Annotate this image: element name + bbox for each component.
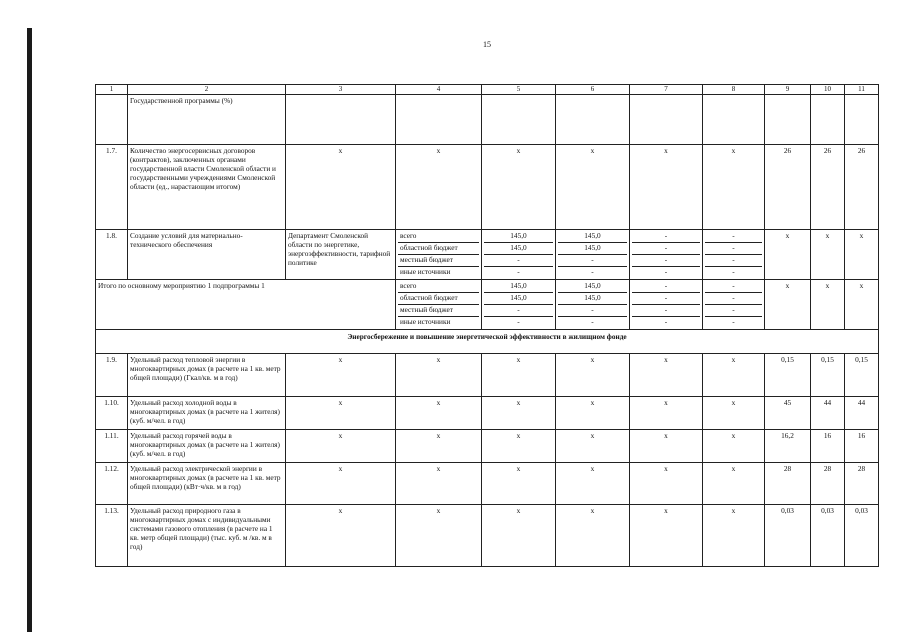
row-name: Удельный расход холодной воды в многоквартирных домах (в расчете на 1 жителя) (куб. м/чел. в год) — [128, 396, 286, 429]
budget-value: - — [705, 293, 762, 305]
budget-value: - — [517, 266, 520, 276]
cell — [482, 94, 556, 144]
budget-values-c6 — [556, 279, 630, 329]
cell: х — [703, 504, 765, 566]
cell: х — [396, 144, 482, 229]
cell: х — [630, 462, 703, 504]
row-name: Удельный расход горячей воды в многоквартирных домах (в расчете на 1 жителя) (куб. м/чел. в год) — [128, 429, 286, 462]
cell: х — [765, 229, 811, 279]
column-header: 2 — [128, 85, 286, 95]
row-number: 1.9. — [96, 353, 128, 396]
budget-values-c8 — [703, 279, 765, 329]
table-row — [96, 429, 879, 462]
cell: х — [556, 396, 630, 429]
cell: х — [556, 504, 630, 566]
budget-value: - — [664, 316, 668, 326]
budget-value: 145,0 — [484, 231, 553, 243]
row-name: Удельный расход тепловой энергии в многоквартирных домах (в расчете на 1 кв. метр общей площади) (Гкал/кв. м в год) — [128, 353, 286, 396]
cell: х — [556, 144, 630, 229]
cell: х — [286, 429, 396, 462]
cell — [765, 94, 811, 144]
budget-value: 145,0 — [558, 231, 627, 243]
cell: х — [396, 353, 482, 396]
cell: х — [630, 353, 703, 396]
cell: х — [396, 396, 482, 429]
row-number: 1.8. — [96, 229, 128, 279]
budget-value: - — [705, 231, 762, 243]
cell: 28 — [811, 462, 845, 504]
cell: х — [286, 144, 396, 229]
cell: 0,15 — [845, 353, 879, 396]
cell: 44 — [845, 396, 879, 429]
row-number: 1.13. — [96, 504, 128, 566]
cell: х — [556, 353, 630, 396]
row-number: 1.12. — [96, 462, 128, 504]
column-header: 8 — [703, 85, 765, 95]
cell: х — [630, 504, 703, 566]
budget-value: 145,0 — [484, 293, 553, 305]
total-label: Итого по основному мероприятию 1 подпрограммы 1 — [96, 279, 396, 329]
table-row — [96, 462, 879, 504]
scan-edge-bar — [27, 28, 32, 632]
page-number: 15 — [483, 40, 491, 49]
budget-value: - — [732, 316, 735, 326]
budget-value: - — [632, 305, 700, 317]
budget-label: местный бюджет — [398, 255, 479, 267]
section-title: Энергосбережение и повышение энергетической эффективности в жилищном фонде — [96, 329, 879, 353]
budget-label: всего — [398, 281, 479, 293]
cell: х — [630, 144, 703, 229]
column-header: 4 — [396, 85, 482, 95]
cell: х — [286, 462, 396, 504]
budget-values-c6 — [556, 229, 630, 279]
cell: х — [703, 429, 765, 462]
cell: х — [765, 279, 811, 329]
program-table — [95, 84, 879, 567]
budget-label: всего — [398, 231, 479, 243]
budget-values-c7 — [630, 279, 703, 329]
cell: х — [482, 462, 556, 504]
cell: 44 — [811, 396, 845, 429]
cell: х — [286, 353, 396, 396]
budget-value: - — [558, 305, 627, 317]
cell: х — [286, 504, 396, 566]
cell: х — [630, 429, 703, 462]
cell: х — [396, 504, 482, 566]
budget-value: - — [664, 266, 668, 276]
cell: 45 — [765, 396, 811, 429]
cell: 28 — [845, 462, 879, 504]
table-row — [96, 229, 879, 279]
budget-value: - — [705, 255, 762, 267]
cell: 0,15 — [765, 353, 811, 396]
budget-value: - — [705, 305, 762, 317]
budget-values-c5 — [482, 229, 556, 279]
cell: х — [556, 429, 630, 462]
budget-value: - — [484, 255, 553, 267]
cell — [286, 94, 396, 144]
cell: х — [286, 396, 396, 429]
cell: х — [482, 144, 556, 229]
column-number-row — [96, 85, 879, 95]
cell — [630, 94, 703, 144]
budget-labels — [396, 229, 482, 279]
cell: х — [396, 429, 482, 462]
row-number: 1.10. — [96, 396, 128, 429]
section-row — [96, 329, 879, 353]
cell: х — [396, 462, 482, 504]
cell: х — [482, 396, 556, 429]
row-number — [96, 94, 128, 144]
cell: х — [482, 353, 556, 396]
cell: х — [630, 396, 703, 429]
budget-value: - — [732, 266, 735, 276]
budget-value: - — [705, 243, 762, 255]
cell: 16 — [811, 429, 845, 462]
cell: х — [703, 396, 765, 429]
budget-value: 145,0 — [484, 281, 553, 293]
budget-label: областной бюджет — [398, 293, 479, 305]
cell: х — [482, 504, 556, 566]
table-row — [96, 396, 879, 429]
total-row — [96, 279, 879, 329]
budget-value: - — [591, 316, 594, 326]
cell: 0,03 — [765, 504, 811, 566]
cell — [556, 94, 630, 144]
budget-value: 145,0 — [558, 293, 627, 305]
cell: х — [845, 229, 879, 279]
budget-label: иные источники — [400, 316, 451, 326]
cell: 26 — [811, 144, 845, 229]
column-header: 7 — [630, 85, 703, 95]
table-row — [96, 94, 879, 144]
column-header: 9 — [765, 85, 811, 95]
budget-value: - — [517, 316, 520, 326]
cell: 16 — [845, 429, 879, 462]
column-header: 10 — [811, 85, 845, 95]
cell: х — [845, 279, 879, 329]
budget-value: - — [558, 255, 627, 267]
column-header: 11 — [845, 85, 879, 95]
table-row — [96, 144, 879, 229]
cell — [396, 94, 482, 144]
budget-value: - — [632, 293, 700, 305]
budget-value: - — [591, 266, 594, 276]
cell: х — [482, 429, 556, 462]
cell: х — [703, 462, 765, 504]
column-header: 6 — [556, 85, 630, 95]
budget-value: - — [632, 281, 700, 293]
budget-values-c7 — [630, 229, 703, 279]
budget-value: - — [632, 231, 700, 243]
cell: х — [703, 353, 765, 396]
cell: х — [811, 229, 845, 279]
budget-value: - — [705, 281, 762, 293]
column-header: 3 — [286, 85, 396, 95]
budget-values-c5 — [482, 279, 556, 329]
cell: 0,03 — [811, 504, 845, 566]
budget-value: 145,0 — [484, 243, 553, 255]
cell — [703, 94, 765, 144]
row-name: Удельный расход природного газа в многоквартирных домах с индивидуальными системами газового отопления (в расчете на 1 кв. метр общей площади) (тыс. куб. м /кв. м в год) — [128, 504, 286, 566]
table-row — [96, 504, 879, 566]
executor: Департамент Смоленской области по энергетике, энергоэффективности, тарифной политике — [286, 229, 396, 279]
row-name: Удельный расход электрической энергии в многоквартирных домах (в расчете на 1 кв. метр общей площади) (кВт·ч/кв. м в год) — [128, 462, 286, 504]
budget-value: 145,0 — [558, 243, 627, 255]
row-name: Создание условий для материально-технического обеспечения — [128, 229, 286, 279]
row-number: 1.7. — [96, 144, 128, 229]
budget-value: 145,0 — [558, 281, 627, 293]
cell: х — [811, 279, 845, 329]
budget-label: иные источники — [400, 266, 451, 276]
budget-values-c8 — [703, 229, 765, 279]
cell: 16,2 — [765, 429, 811, 462]
budget-value: - — [484, 305, 553, 317]
cell — [811, 94, 845, 144]
table-row — [96, 353, 879, 396]
row-name: Государственной программы (%) — [128, 94, 286, 144]
row-number: 1.11. — [96, 429, 128, 462]
cell: 0,03 — [845, 504, 879, 566]
cell: 26 — [765, 144, 811, 229]
cell: 26 — [845, 144, 879, 229]
column-header: 1 — [96, 85, 128, 95]
column-header: 5 — [482, 85, 556, 95]
row-name: Количество энергосервисных договоров (контрактов), заключенных органами государственной власти Смоленской области и государственными учреждениями Смоленской области (ед., нарастающим итогом) — [128, 144, 286, 229]
cell: х — [556, 462, 630, 504]
budget-label: местный бюджет — [398, 305, 479, 317]
cell: 0,15 — [811, 353, 845, 396]
budget-labels — [396, 279, 482, 329]
budget-value: - — [632, 255, 700, 267]
budget-label: областной бюджет — [398, 243, 479, 255]
cell: х — [703, 144, 765, 229]
cell — [845, 94, 879, 144]
cell: 28 — [765, 462, 811, 504]
budget-value: - — [632, 243, 700, 255]
